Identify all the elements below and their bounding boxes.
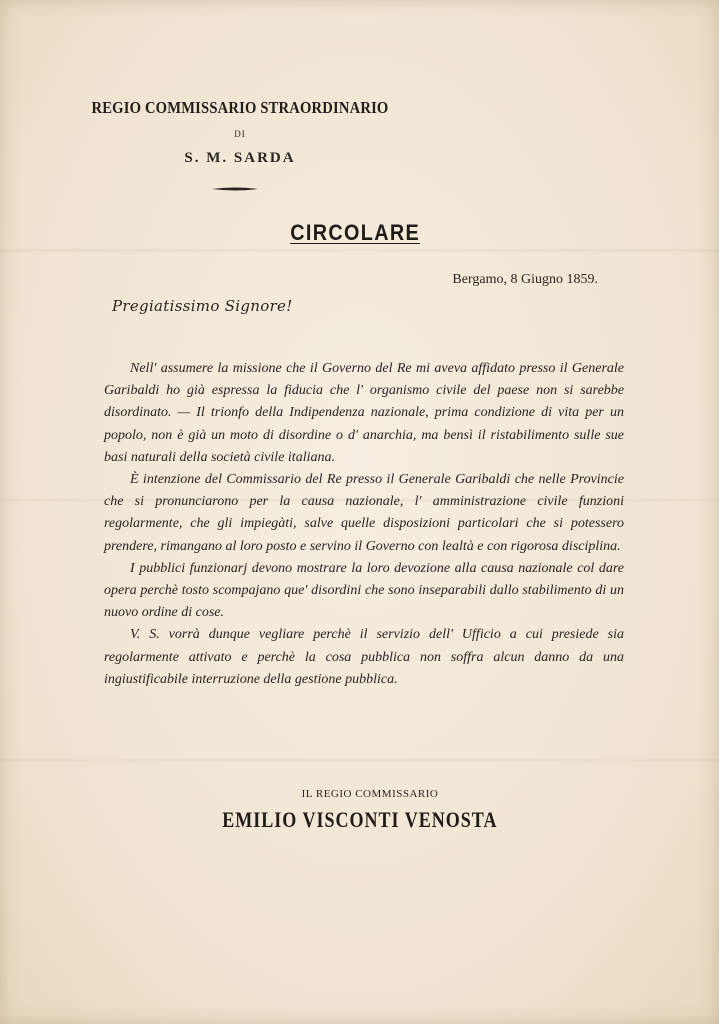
salutation: Pregiatissimo Signore! (112, 297, 293, 315)
paragraph: Nell' assumere la missione che il Governo del Re mi aveva affidato presso il Generale Garibaldi ho già espressa la fiducia che l' organismo civile del paese non si sarebbe disordinato. — Il trionfo della Indipendenza nazionale, prima condizione di vita per un popolo, non è già un moto di disordine o d' anarchia, ma bensì il ristabilimento sulle sue basi naturali della società civile italiana. (104, 361, 624, 465)
paragraph: È intenzione del Commissario del Re presso il Generale Garibaldi che nelle Provincie che si pronunciarono per la causa nazionale, l' amministrazione civile funzioni regolarmente, che gli impiegàti, salve quelle disposizioni particolari che si potessero prendere, rimangano al loro posto e servino il Governo con lealtà e con rigorosa disciplina. (104, 472, 624, 554)
document-type-heading (180, 220, 530, 246)
signature-name (175, 807, 545, 833)
issuing-authority-subtitle: S. M. SARDA (184, 150, 296, 166)
document-type-label: CIRCOLARE (290, 220, 420, 245)
date-line: Bergamo, 8 Giugno 1859. (452, 272, 598, 287)
issuing-authority-di: DI (234, 129, 246, 139)
letter-body (104, 358, 624, 691)
paragraph: I pubblici funzionarj devono mostrare la loro devozione alla causa nazionale col dare opera perchè tosto scompajano que' disordini che sono inseparabili dallo stabilimento di un nuovo ordine di cose. (104, 560, 624, 621)
ornament-divider-icon (212, 186, 258, 192)
signature-title: IL REGIO COMMISSARIO (301, 788, 439, 800)
paragraph: V. S. vorrà dunque vegliare perchè il servizio dell' Ufficio a cui presiede sia regolarmente attivato e perchè la cosa pubblica non soffra alcun danno da una ingiustificabile interruzione della gestione pubblica. (104, 627, 624, 687)
issuing-authority-title: REGIO COMMISSARIO STRAORDINARIO (91, 98, 389, 117)
signature-name-text: EMILIO VISCONTI VENOSTA (222, 807, 498, 832)
